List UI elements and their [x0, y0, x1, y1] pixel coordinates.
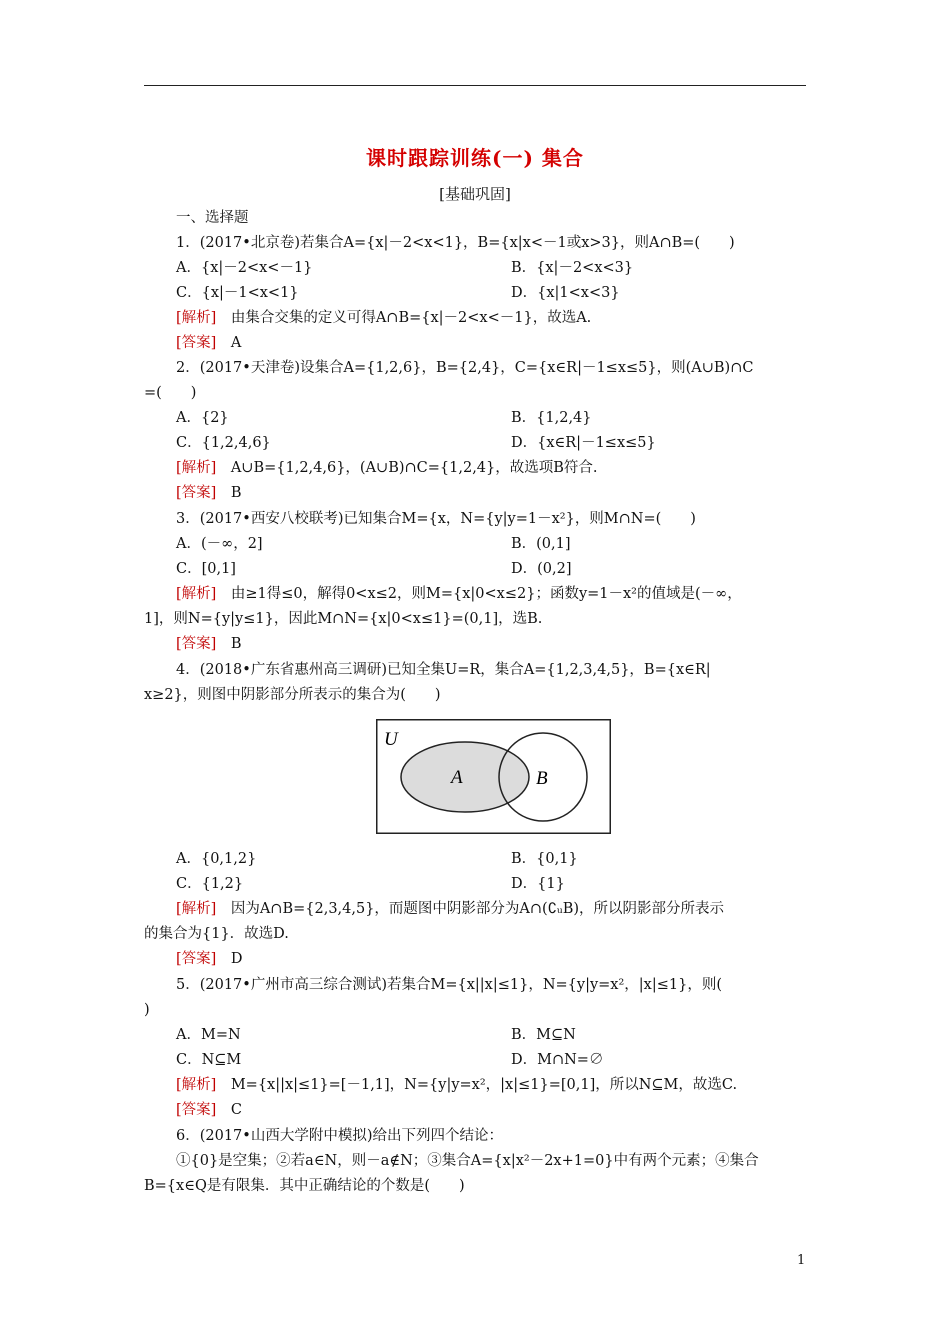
answer-tag: [答案] — [176, 636, 217, 652]
q1-option-a: A．{x|－2<x<－1} — [176, 260, 313, 276]
q5-option-c: C．N⊆M — [176, 1052, 242, 1068]
q1-option-d: D．{x|1<x<3} — [511, 285, 620, 301]
q5-option-d: D．M∩N=∅ — [511, 1052, 604, 1068]
q1-analysis: [解析] 由集合交集的定义可得A∩B={x|－2<x<－1}，故选A. — [176, 310, 592, 326]
section-heading: 一、选择题 — [176, 210, 249, 226]
q3-analysis: [解析] 由≥1得≤0，解得0<x≤2，则M={x|0<x≤2}；函数y=1－x²的值域是(－∞， — [176, 586, 742, 602]
q1-option-c: C．{x|－1<x<1} — [176, 285, 299, 301]
page-number: 1 — [797, 1253, 806, 1268]
answer-tag: [答案] — [176, 1102, 217, 1118]
q4-answer: [答案] D — [176, 951, 243, 967]
q4-stem-cont: x≥2}，则图中阴影部分所表示的集合为( ) — [144, 687, 441, 703]
q2-stem-cont: =( ) — [144, 385, 197, 401]
q5-stem-cont: ) — [144, 1002, 150, 1018]
q4-option-b: B．{0,1} — [511, 851, 578, 867]
header-rule — [144, 85, 806, 86]
q3-option-a: A．(－∞，2] — [176, 536, 263, 552]
q3-option-c: C．[0,1] — [176, 561, 236, 577]
section-subtitle: [基础巩固] — [439, 185, 511, 203]
analysis-tag: [解析] — [176, 901, 217, 917]
q5-analysis: [解析] M={x||x|≤1}=[－1,1]，N={y|y=x²，|x|≤1}=[0,1]，所以N⊆M，故选C. — [176, 1077, 738, 1093]
q3-option-d: D．(0,2] — [511, 561, 572, 577]
q4-option-a: A．{0,1,2} — [176, 851, 257, 867]
q4-analysis-cont: 的集合为{1}．故选D. — [144, 926, 289, 942]
q4-stem: 4．(2018•广东省惠州高三调研)已知全集U=R，集合A={1,2,3,4,5}，B={x∈R| — [176, 662, 711, 678]
q6-statements: ①{0}是空集；②若a∈N，则－a∉N；③集合A={x|x²－2x+1=0}中有两个元素；④集合 — [176, 1153, 759, 1169]
q3-option-b: B．(0,1] — [511, 536, 571, 552]
q6-stem: 6．(2017•山西大学附中模拟)给出下列四个结论： — [176, 1128, 503, 1144]
q2-option-a: A．{2} — [176, 410, 229, 426]
q2-option-d: D．{x∈R|－1≤x≤5} — [511, 435, 656, 451]
answer-tag: [答案] — [176, 335, 217, 351]
analysis-tag: [解析] — [176, 460, 217, 476]
answer-tag: [答案] — [176, 485, 217, 501]
q2-option-c: C．{1,2,4,6} — [176, 435, 271, 451]
q5-stem: 5．(2017•广州市高三综合测试)若集合M={x||x|≤1}，N={y|y=x²，|x|≤1}，则( — [176, 977, 722, 993]
q1-stem: 1．(2017•北京卷)若集合A={x|－2<x<1}，B={x|x<－1或x>3}，则A∩B=( ) — [176, 235, 735, 251]
q3-answer: [答案] B — [176, 636, 242, 652]
page-title: 课时跟踪训练(一) 集合 — [366, 146, 584, 170]
q3-stem: 3．(2017•西安八校联考)已知集合M={x，N={y|y=1－x²}，则M∩N=( ) — [176, 511, 696, 527]
label-u: U — [384, 729, 398, 750]
analysis-tag: [解析] — [176, 310, 217, 326]
set-a-ellipse — [401, 742, 529, 812]
q2-option-b: B．{1,2,4} — [511, 410, 592, 426]
venn-diagram — [376, 719, 611, 834]
analysis-tag: [解析] — [176, 1077, 217, 1093]
q4-option-c: C．{1,2} — [176, 876, 244, 892]
answer-tag: [答案] — [176, 951, 217, 967]
analysis-tag: [解析] — [176, 586, 217, 602]
label-b: B — [536, 768, 548, 789]
q1-answer: [答案] A — [176, 335, 242, 351]
q2-answer: [答案] B — [176, 485, 242, 501]
q4-option-d: D．{1} — [511, 876, 565, 892]
q3-analysis-cont: 1]，则N={y|y≤1}，因此M∩N={x|0<x≤1}=(0,1]，选B. — [144, 611, 543, 627]
q6-statements-cont: B={x∈Q是有限集．其中正确结论的个数是( ) — [144, 1178, 465, 1194]
q2-analysis: [解析] A∪B={1,2,4,6}，(A∪B)∩C={1,2,4}，故选项B符合. — [176, 460, 598, 476]
q5-option-a: A．M=N — [176, 1027, 241, 1043]
q1-option-b: B．{x|－2<x<3} — [511, 260, 634, 276]
q5-answer: [答案] C — [176, 1102, 242, 1118]
q5-option-b: B．M⊆N — [511, 1027, 576, 1043]
q2-stem: 2．(2017•天津卷)设集合A={1,2,6}，B={2,4}，C={x∈R|－1≤x≤5}，则(A∪B)∩C — [176, 360, 754, 376]
q4-analysis: [解析] 因为A∩B={2,3,4,5}，而题图中阴影部分为A∩(∁ᵤB)，所以阴影部分所表示 — [176, 901, 725, 917]
label-a: A — [451, 767, 463, 788]
